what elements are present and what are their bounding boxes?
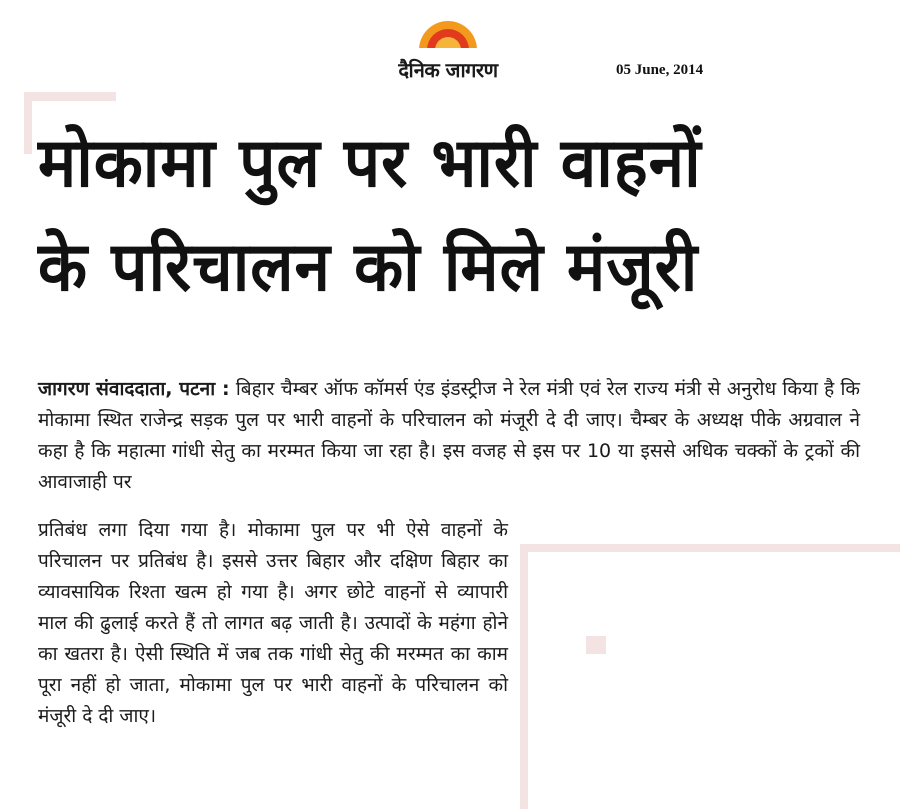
lead-text: बिहार चैम्बर ऑफ कॉमर्स एंड इंडस्ट्रीज ने रेल मंत्री एवं रेल राज्य मंत्री से अनुरोध किया है कि मोकामा स्थित राजेन्द्र सड़क पुल पर भारी वाहनों के परिचालन को मंजूरी दे दी जाए। चैम्बर के अध्यक्ष पीके अग्रवाल ने कहा है कि महात्मा गांधी सेतु का मरम्मत किया जा रहा है। इस वजह से इस पर 10 या इससे अधिक चक्कों के ट्रकों की आवाजाही पर	[38, 378, 860, 493]
publication-date: 05 June, 2014	[616, 62, 704, 78]
sun-logo-icon	[415, 18, 481, 52]
headline-line-1: मोकामा पुल पर भारी वाहनों	[38, 124, 702, 203]
byline: जागरण संवाददाता, पटना :	[38, 378, 230, 400]
headline	[38, 112, 846, 320]
scan-border-smudge	[586, 636, 606, 654]
article-lead-paragraph	[38, 374, 860, 498]
newspaper-logo	[378, 18, 518, 84]
scan-border-smudge	[520, 544, 528, 809]
headline-line-2: के परिचालन को मिले मंजूरी	[38, 228, 699, 307]
scan-border-smudge	[24, 92, 32, 154]
scan-border-smudge	[528, 544, 900, 552]
article-column-text: प्रतिबंध लगा दिया गया है। मोकामा पुल पर भी ऐसे वाहनों के परिचालन पर प्रतिबंध है। इससे उत्तर बिहार और दक्षिण बिहार का व्यावसायिक रिश्ता खत्म हो गया है। अगर छोटे वाहनों से व्यापारी माल की ढुलाई करते हैं तो लागत बढ़ जाती है। उत्पादों के महंगा होने का खतरा है। ऐसी स्थिति में जब तक गांधी सेतु की मरम्मत का काम पूरा नहीं हो जाता, मोकामा पुल पर भारी वाहनों के परिचालन को मंजूरी दे दी जाए।	[38, 519, 508, 727]
scan-border-smudge	[26, 92, 116, 101]
logo-text: दैनिक जागरण	[398, 58, 498, 82]
